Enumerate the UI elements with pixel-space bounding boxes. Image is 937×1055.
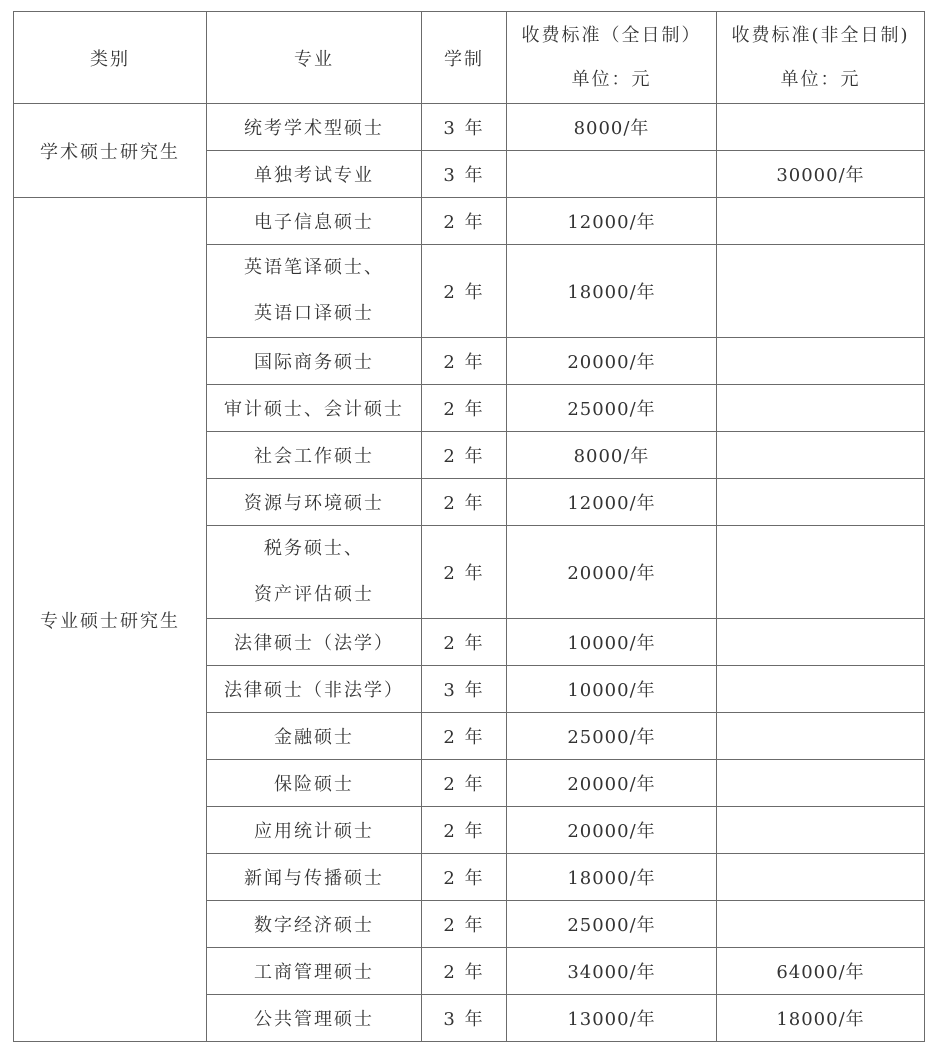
fulltime-fee-cell: 12000/年 xyxy=(507,479,717,526)
fulltime-fee-cell: 12000/年 xyxy=(507,198,717,245)
table-row xyxy=(14,198,925,245)
fulltime-fee-cell: 25000/年 xyxy=(507,713,717,760)
parttime-fee-cell xyxy=(717,619,925,666)
duration-cell: 2 年 xyxy=(422,619,507,666)
parttime-fee-cell xyxy=(717,479,925,526)
major-cell: 保险硕士 xyxy=(207,760,422,807)
major-cell: 公共管理硕士 xyxy=(207,995,422,1042)
duration-cell: 2 年 xyxy=(422,807,507,854)
fulltime-fee-cell: 25000/年 xyxy=(507,385,717,432)
major-cell: 应用统计硕士 xyxy=(207,807,422,854)
duration-cell: 2 年 xyxy=(422,432,507,479)
major-cell: 新闻与传播硕士 xyxy=(207,854,422,901)
parttime-fee-cell xyxy=(717,854,925,901)
header-fulltime xyxy=(507,12,717,104)
fulltime-fee-cell: 8000/年 xyxy=(507,104,717,151)
table-row xyxy=(14,104,925,151)
fulltime-fee-cell: 10000/年 xyxy=(507,619,717,666)
parttime-fee-cell xyxy=(717,760,925,807)
fulltime-fee-cell xyxy=(507,151,717,198)
header-fulltime-unit: 单位：元 xyxy=(571,68,652,90)
category-cell: 学术硕士研究生 xyxy=(14,104,207,198)
fee-table xyxy=(13,11,925,1042)
category-cell: 专业硕士研究生 xyxy=(14,198,207,1042)
parttime-fee-cell xyxy=(717,666,925,713)
fulltime-fee-cell: 18000/年 xyxy=(507,245,717,338)
major-cell: 工商管理硕士 xyxy=(207,948,422,995)
major-line: 英语口译硕士 xyxy=(254,303,374,324)
parttime-fee-cell: 18000/年 xyxy=(717,995,925,1042)
fee-table-body xyxy=(14,104,925,1042)
major-cell xyxy=(207,245,422,338)
duration-cell: 3 年 xyxy=(422,104,507,151)
header-row xyxy=(14,12,925,104)
duration-cell: 3 年 xyxy=(422,995,507,1042)
fulltime-fee-cell: 10000/年 xyxy=(507,666,717,713)
major-cell: 社会工作硕士 xyxy=(207,432,422,479)
parttime-fee-cell xyxy=(717,245,925,338)
duration-cell: 3 年 xyxy=(422,151,507,198)
parttime-fee-cell xyxy=(717,338,925,385)
major-cell: 电子信息硕士 xyxy=(207,198,422,245)
fulltime-fee-cell: 34000/年 xyxy=(507,948,717,995)
duration-cell: 2 年 xyxy=(422,385,507,432)
major-cell: 金融硕士 xyxy=(207,713,422,760)
duration-cell: 2 年 xyxy=(422,526,507,619)
duration-cell: 2 年 xyxy=(422,760,507,807)
duration-cell: 2 年 xyxy=(422,479,507,526)
header-parttime-unit: 单位：元 xyxy=(780,68,861,90)
major-line: 税务硕士、 xyxy=(264,538,364,559)
major-cell: 数字经济硕士 xyxy=(207,901,422,948)
parttime-fee-cell xyxy=(717,901,925,948)
header-category: 类别 xyxy=(14,12,207,104)
major-cell: 审计硕士、会计硕士 xyxy=(207,385,422,432)
header-parttime xyxy=(717,12,925,104)
parttime-fee-cell: 64000/年 xyxy=(717,948,925,995)
fulltime-fee-cell: 20000/年 xyxy=(507,807,717,854)
parttime-fee-cell xyxy=(717,104,925,151)
major-line: 英语笔译硕士、 xyxy=(244,257,384,278)
major-cell: 法律硕士（非法学） xyxy=(207,666,422,713)
duration-cell: 2 年 xyxy=(422,338,507,385)
fulltime-fee-cell: 20000/年 xyxy=(507,526,717,619)
fulltime-fee-cell: 13000/年 xyxy=(507,995,717,1042)
fulltime-fee-cell: 20000/年 xyxy=(507,760,717,807)
major-cell: 统考学术型硕士 xyxy=(207,104,422,151)
header-duration: 学制 xyxy=(422,12,507,104)
major-line: 资产评估硕士 xyxy=(254,584,374,605)
major-cell: 资源与环境硕士 xyxy=(207,479,422,526)
duration-cell: 2 年 xyxy=(422,198,507,245)
parttime-fee-cell xyxy=(717,198,925,245)
fulltime-fee-cell: 18000/年 xyxy=(507,854,717,901)
header-parttime-label: 收费标准(非全日制) xyxy=(731,24,910,46)
header-major: 专业 xyxy=(207,12,422,104)
parttime-fee-cell xyxy=(717,526,925,619)
parttime-fee-cell xyxy=(717,713,925,760)
duration-cell: 2 年 xyxy=(422,901,507,948)
parttime-fee-cell xyxy=(717,385,925,432)
duration-cell: 2 年 xyxy=(422,713,507,760)
parttime-fee-cell: 30000/年 xyxy=(717,151,925,198)
major-cell: 国际商务硕士 xyxy=(207,338,422,385)
duration-cell: 2 年 xyxy=(422,948,507,995)
fulltime-fee-cell: 25000/年 xyxy=(507,901,717,948)
parttime-fee-cell xyxy=(717,807,925,854)
major-cell: 单独考试专业 xyxy=(207,151,422,198)
major-cell: 法律硕士（法学） xyxy=(207,619,422,666)
header-fulltime-label: 收费标准（全日制） xyxy=(521,24,702,46)
duration-cell: 2 年 xyxy=(422,854,507,901)
fulltime-fee-cell: 20000/年 xyxy=(507,338,717,385)
parttime-fee-cell xyxy=(717,432,925,479)
duration-cell: 2 年 xyxy=(422,245,507,338)
duration-cell: 3 年 xyxy=(422,666,507,713)
fulltime-fee-cell: 8000/年 xyxy=(507,432,717,479)
major-cell xyxy=(207,526,422,619)
